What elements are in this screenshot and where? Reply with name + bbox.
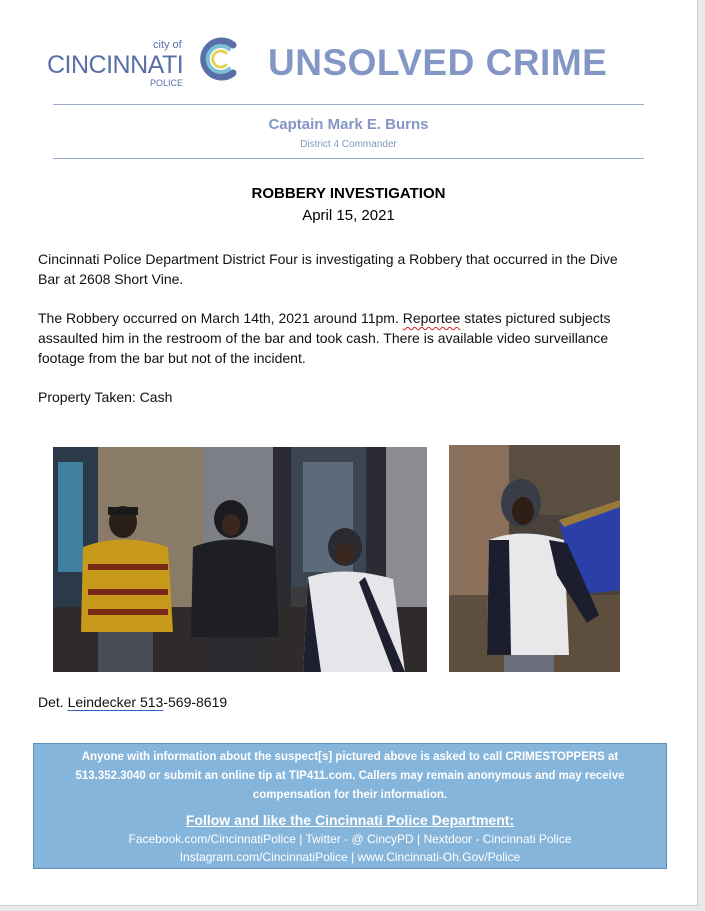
logo-city-name: CINCINNATI	[47, 51, 184, 79]
investigation-date: April 15, 2021	[302, 207, 395, 224]
divider	[53, 158, 644, 159]
spellcheck-word: Reportee	[402, 310, 461, 326]
crimestoppers-tip-box	[33, 743, 667, 869]
page-headline: UNSOLVED CRIME	[268, 42, 608, 83]
paragraph-location	[38, 249, 668, 289]
logo-city-of: city of	[153, 39, 182, 51]
paragraph-text: The Robbery occurred on March 14th, 2021 around 11pm.	[38, 310, 403, 326]
paragraph-text: footage from the bar but not of the incident.	[38, 350, 306, 366]
tip-text: Anyone with information about the suspect[s] pictured above is asked to call CRIMESTOPPERS at	[81, 751, 619, 763]
property-taken: Property Taken: Cash	[38, 389, 173, 405]
tip-instructions	[44, 748, 656, 805]
surveillance-photo-group	[53, 447, 427, 672]
paragraph-incident	[38, 308, 668, 368]
paragraph-text: Cincinnati Police Department District Four is investigating a Robbery that occurred in the Dive	[38, 251, 618, 267]
detective-phone: -569-8619	[163, 694, 228, 710]
commander-title: District 4 Commander	[300, 139, 397, 150]
follow-heading: Follow and like the Cincinnati Police Department:	[185, 812, 515, 828]
investigation-title: ROBBERY INVESTIGATION	[251, 185, 446, 202]
contact-prefix: Det.	[38, 694, 68, 710]
paragraph-text: Bar at 2608 Short Vine.	[38, 271, 184, 287]
surveillance-photo-suspect	[449, 445, 620, 672]
tip-text: compensation for their information.	[252, 789, 448, 801]
social-links: Instagram.com/CincinnatiPolice | www.Cincinnati-Oh.Gov/Police	[179, 850, 521, 864]
commander-name: Captain Mark E. Burns	[268, 116, 429, 133]
logo-police: POLICE	[150, 78, 184, 88]
tip-text: 513.352.3040 or submit an online tip at TIP411.com. Callers may remain anonymous and may receive	[75, 770, 625, 782]
cincinnati-police-logo	[47, 33, 247, 91]
detective-name: Leindecker 513	[67, 694, 164, 710]
paragraph-text: assaulted him in the restroom of the bar and took cash. There is available video surveillance	[38, 330, 609, 346]
divider	[53, 104, 644, 105]
logo-c-swoosh-icon	[193, 33, 245, 85]
paragraph-text: states pictured subjects	[460, 310, 611, 326]
detective-contact	[38, 694, 227, 710]
social-links: Facebook.com/CincinnatiPolice | Twitter - @ CincyPD | Nextdoor - Cincinnati Police	[128, 832, 572, 846]
